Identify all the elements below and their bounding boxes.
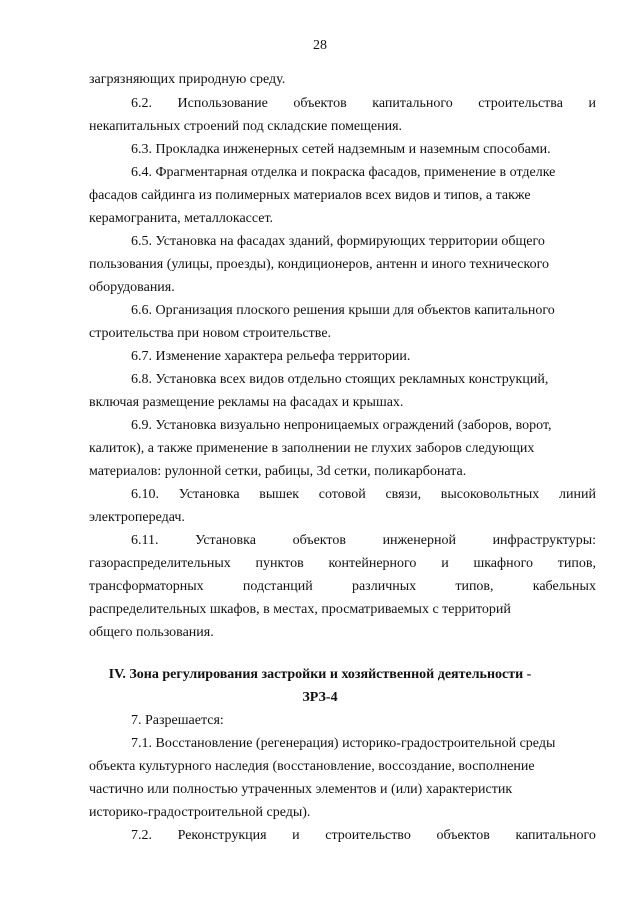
paragraph-7-2-line-1 — [131, 826, 596, 846]
word: 6.2. — [131, 96, 152, 111]
word: капитального — [515, 828, 596, 843]
word: строительство — [325, 828, 411, 843]
paragraph-6-7 — [0, 347, 640, 367]
paragraph-6-5 — [0, 232, 640, 252]
word: связи, — [385, 487, 422, 502]
word: контейнерного — [328, 556, 417, 571]
word: Установка — [195, 533, 256, 548]
text: некапитальных строений под складские помещения. — [89, 119, 403, 134]
text: электропередач. — [89, 510, 185, 525]
word: капитального — [372, 96, 453, 111]
word: 6.10. — [131, 487, 159, 502]
text-line — [0, 780, 640, 800]
text: 6.5. Установка на фасадах зданий, формирующих территории общего — [131, 234, 545, 249]
text-line — [0, 439, 640, 459]
text-line — [0, 803, 640, 823]
text-line — [0, 508, 640, 528]
word: Установка — [178, 487, 240, 502]
text: оборудования. — [89, 280, 175, 295]
text-line — [0, 393, 640, 413]
word: объектов — [293, 96, 347, 111]
text: фасадов сайдинга из полимерных материалов всех видов и типов, а также — [89, 188, 531, 203]
text-line — [0, 462, 640, 482]
text-line — [0, 209, 640, 229]
page-number: 28 — [313, 38, 327, 53]
word: и — [292, 828, 300, 843]
text: керамогранита, металлокассет. — [89, 211, 274, 226]
text: 6.3. Прокладка инженерных сетей надземным и наземным способами. — [131, 142, 551, 157]
word: шкафного — [473, 556, 533, 571]
text: 6.9. Установка визуально непроницаемых ограждений (заборов, ворот, — [131, 418, 552, 433]
word: инфраструктуры: — [492, 533, 596, 548]
paragraph-6-6 — [0, 301, 640, 321]
paragraph-7-1 — [0, 734, 640, 754]
word: объектов — [292, 533, 346, 548]
text: объекта культурного наследия (восстановление, воссоздание, восполнение — [89, 759, 535, 774]
text: строительства при новом строительстве. — [89, 326, 332, 341]
text: включая размещение рекламы на фасадах и крышах. — [89, 395, 404, 410]
text-line — [0, 117, 640, 137]
text-line — [0, 255, 640, 275]
paragraph-6-11-line-1 — [131, 531, 596, 551]
paragraph-6-11-line-3 — [89, 577, 596, 597]
text: историко-градостроительной среды). — [89, 805, 311, 820]
word: типов, — [557, 556, 596, 571]
word: и — [588, 96, 596, 111]
text: частично или полностью утраченных элементов и (или) характеристик — [89, 782, 513, 797]
text-line — [0, 278, 640, 298]
word: типов, — [455, 579, 494, 594]
text: загрязняющих природную среду. — [89, 72, 286, 87]
text-line — [0, 757, 640, 777]
paragraph-6-11-line-2 — [89, 554, 596, 574]
paragraph-6-4 — [0, 163, 640, 183]
word: различных — [351, 579, 417, 594]
paragraph-7 — [0, 711, 640, 731]
text-line — [0, 186, 640, 206]
paragraph-6-9 — [0, 416, 640, 436]
word: линий — [559, 487, 596, 502]
word: трансформаторных — [89, 579, 204, 594]
text: 7. Разрешается: — [131, 713, 224, 728]
text: пользования (улицы, проезды), кондиционеров, антенн и иного технического — [89, 257, 549, 272]
word: 6.11. — [131, 533, 159, 548]
word: и — [441, 556, 449, 571]
word: инженерной — [382, 533, 456, 548]
text: 7.1. Восстановление (регенерация) историко-градостроительной среды — [131, 736, 556, 751]
text: общего пользования. — [89, 625, 214, 640]
text-line — [0, 70, 640, 90]
text-line — [0, 623, 640, 643]
word: строительства — [478, 96, 563, 111]
paragraph-6-3 — [0, 140, 640, 160]
word: подстанций — [242, 579, 313, 594]
section-heading-code: ЗРЗ-4 — [302, 690, 338, 705]
word: газораспределительных — [89, 556, 231, 571]
text-line — [0, 324, 640, 344]
word: Реконструкция — [177, 828, 267, 843]
text: 6.6. Организация плоского решения крыши для объектов капитального — [131, 303, 555, 318]
word: Использование — [177, 96, 268, 111]
text-line — [0, 600, 640, 620]
text: калиток), а также применение в заполнении не глухих заборов следующих — [89, 441, 535, 456]
section-heading: IV. Зона регулирования застройки и хозяйственной деятельности - — [108, 667, 532, 682]
word: объектов — [436, 828, 490, 843]
text: 6.7. Изменение характера рельефа территории. — [131, 349, 411, 364]
text: 6.8. Установка всех видов отдельно стоящих рекламных конструкций, — [131, 372, 549, 387]
paragraph-6-8 — [0, 370, 640, 390]
word: вышек — [259, 487, 300, 502]
paragraph-6-10-line-1 — [131, 485, 596, 505]
text: материалов: рулонной сетки, рабицы, 3d сетки, поликарбоната. — [89, 464, 467, 479]
word: кабельных — [532, 579, 596, 594]
word: пунктов — [255, 556, 304, 571]
word: сотовой — [318, 487, 366, 502]
text: распределительных шкафов, в местах, просматриваемых с территорий — [89, 602, 511, 617]
text: 6.4. Фрагментарная отделка и покраска фасадов, применение в отделке — [131, 165, 556, 180]
word: 7.2. — [131, 828, 152, 843]
word: высоковольтных — [440, 487, 540, 502]
paragraph-6-2-line-1 — [131, 94, 596, 114]
